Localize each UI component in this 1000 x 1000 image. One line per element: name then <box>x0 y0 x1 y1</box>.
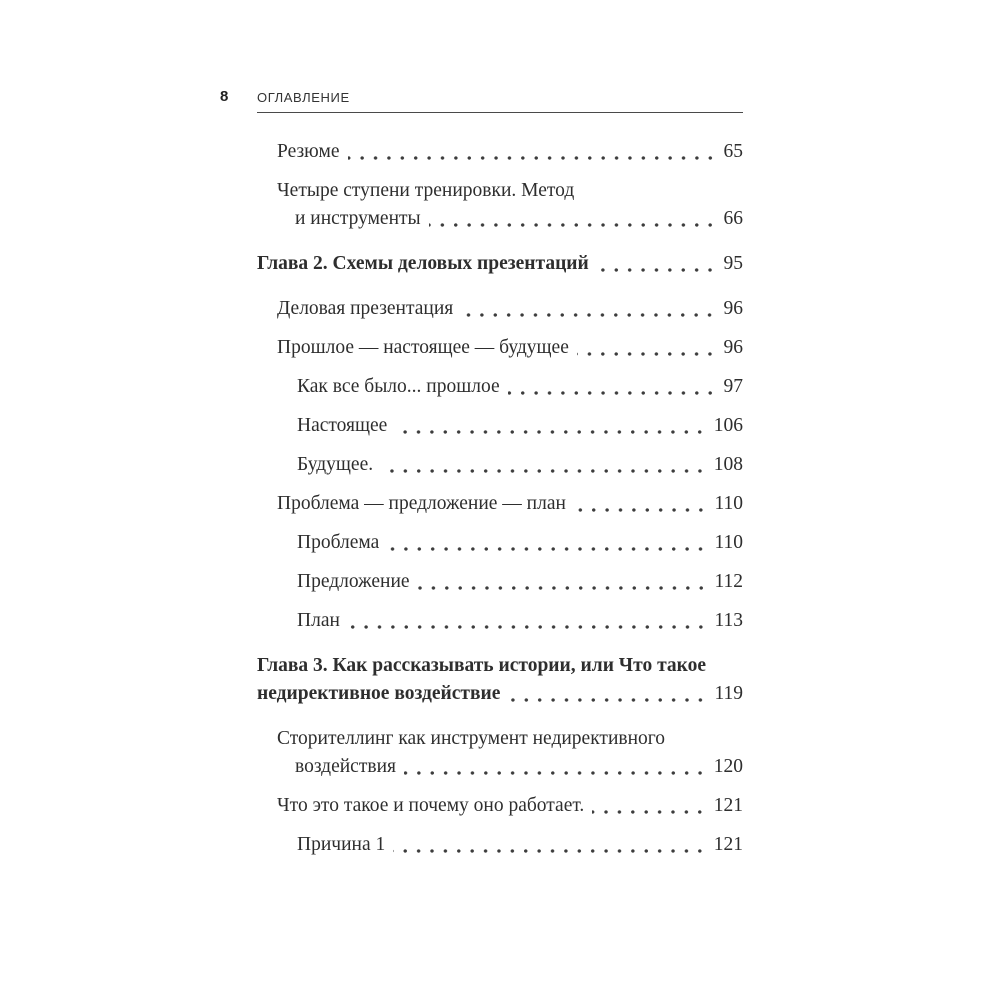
toc-entry-title: воздействия <box>295 756 396 777</box>
toc-entry-page: 65 <box>723 141 743 162</box>
toc-entry-page: 119 <box>714 683 743 704</box>
toc-entry-title: Как все было... прошлое <box>297 376 500 397</box>
toc-entry <box>257 451 743 479</box>
toc-entry-page: 95 <box>723 253 743 274</box>
toc-entry <box>257 607 743 635</box>
toc-entry-row <box>297 373 743 401</box>
toc-entry-row <box>277 753 743 781</box>
dot-leader <box>393 848 707 854</box>
toc-entry-title: Предложение <box>297 571 410 592</box>
toc-entry-page: 106 <box>713 415 743 436</box>
toc-entry <box>257 831 743 859</box>
toc-entry <box>257 177 743 233</box>
dot-leader <box>381 468 707 474</box>
toc-chapter-entry <box>257 652 743 708</box>
dot-leader <box>404 770 707 776</box>
dot-leader <box>387 546 707 552</box>
toc-entry-row <box>297 451 743 479</box>
toc-entry <box>257 334 743 362</box>
toc-entry <box>257 792 743 820</box>
toc-entry-row <box>277 138 743 166</box>
toc-entry <box>257 725 743 781</box>
header-rule <box>257 112 743 113</box>
toc-entry-row <box>277 295 743 323</box>
toc-entry-row <box>297 412 743 440</box>
toc-entry <box>257 412 743 440</box>
toc-entry-title: Причина 1 <box>297 834 386 855</box>
toc-entry-title: План <box>297 610 340 631</box>
toc-entry-title: Будущее. <box>297 454 374 475</box>
page-number-folio: 8 <box>220 88 229 105</box>
toc-entry-page: 112 <box>714 571 743 592</box>
toc-entry-title: Резюме <box>277 141 340 162</box>
toc-entry-page: 96 <box>723 337 743 358</box>
toc-entry-title: Что это такое и почему оно работает. <box>277 795 585 816</box>
toc-entry-title: Деловая презентация <box>277 298 454 319</box>
toc-entry-page: 121 <box>713 834 743 855</box>
toc-entry-line: Сторителлинг как инструмент недирективного <box>277 728 666 749</box>
toc-entry-title: Прошлое — настоящее — будущее <box>277 337 569 358</box>
toc-entry-title: Проблема — предложение — план <box>277 493 566 514</box>
toc-entry-title: и инструменты <box>295 208 421 229</box>
toc-entry-line: Глава 3. Как рассказывать истории, или Что такое <box>257 655 707 676</box>
dot-leader <box>461 312 716 318</box>
toc-entry <box>257 138 743 166</box>
toc-entry-row <box>277 490 743 518</box>
toc-entry-page: 113 <box>714 610 743 631</box>
toc-entry-row <box>297 607 743 635</box>
dot-leader <box>592 809 706 815</box>
dot-leader <box>348 155 717 161</box>
toc-entry-title: Настоящее <box>297 415 388 436</box>
toc-entry <box>257 373 743 401</box>
toc-entry-page: 120 <box>713 756 743 777</box>
toc-entry-page: 97 <box>723 376 743 397</box>
dot-leader <box>395 429 706 435</box>
toc-entry-page: 66 <box>723 208 743 229</box>
toc-entry-row <box>277 334 743 362</box>
dot-leader <box>577 351 717 357</box>
toc-entry-row <box>277 205 743 233</box>
toc-entry-row <box>277 792 743 820</box>
table-of-contents <box>257 138 743 870</box>
toc-entry-page: 108 <box>713 454 743 475</box>
toc-entry-row <box>297 568 743 596</box>
dot-leader <box>508 390 717 396</box>
toc-entry-page: 110 <box>714 532 743 553</box>
toc-entry-title: Глава 2. Схемы деловых презентаций <box>257 253 589 274</box>
toc-entry-page: 96 <box>723 298 743 319</box>
toc-entry <box>257 490 743 518</box>
dot-leader <box>597 267 717 273</box>
dot-leader <box>429 222 717 228</box>
dot-leader <box>348 624 708 630</box>
toc-entry <box>257 295 743 323</box>
toc-entry-page: 121 <box>713 795 743 816</box>
running-head-title: ОГЛАВЛЕНИЕ <box>257 90 350 105</box>
toc-entry <box>257 529 743 557</box>
toc-entry-line: Четыре ступени тренировки. Метод <box>277 180 575 201</box>
toc-entry-row <box>257 250 743 278</box>
dot-leader <box>508 697 707 703</box>
toc-entry-title: Проблема <box>297 532 380 553</box>
toc-entry-title: недирективное воздействие <box>257 683 501 704</box>
dot-leader <box>418 585 708 591</box>
toc-entry-row <box>257 680 743 708</box>
toc-entry-row <box>297 831 743 859</box>
toc-chapter-entry <box>257 250 743 278</box>
toc-entry-row <box>297 529 743 557</box>
toc-entry-page: 110 <box>714 493 743 514</box>
dot-leader <box>574 507 708 513</box>
toc-entry <box>257 568 743 596</box>
